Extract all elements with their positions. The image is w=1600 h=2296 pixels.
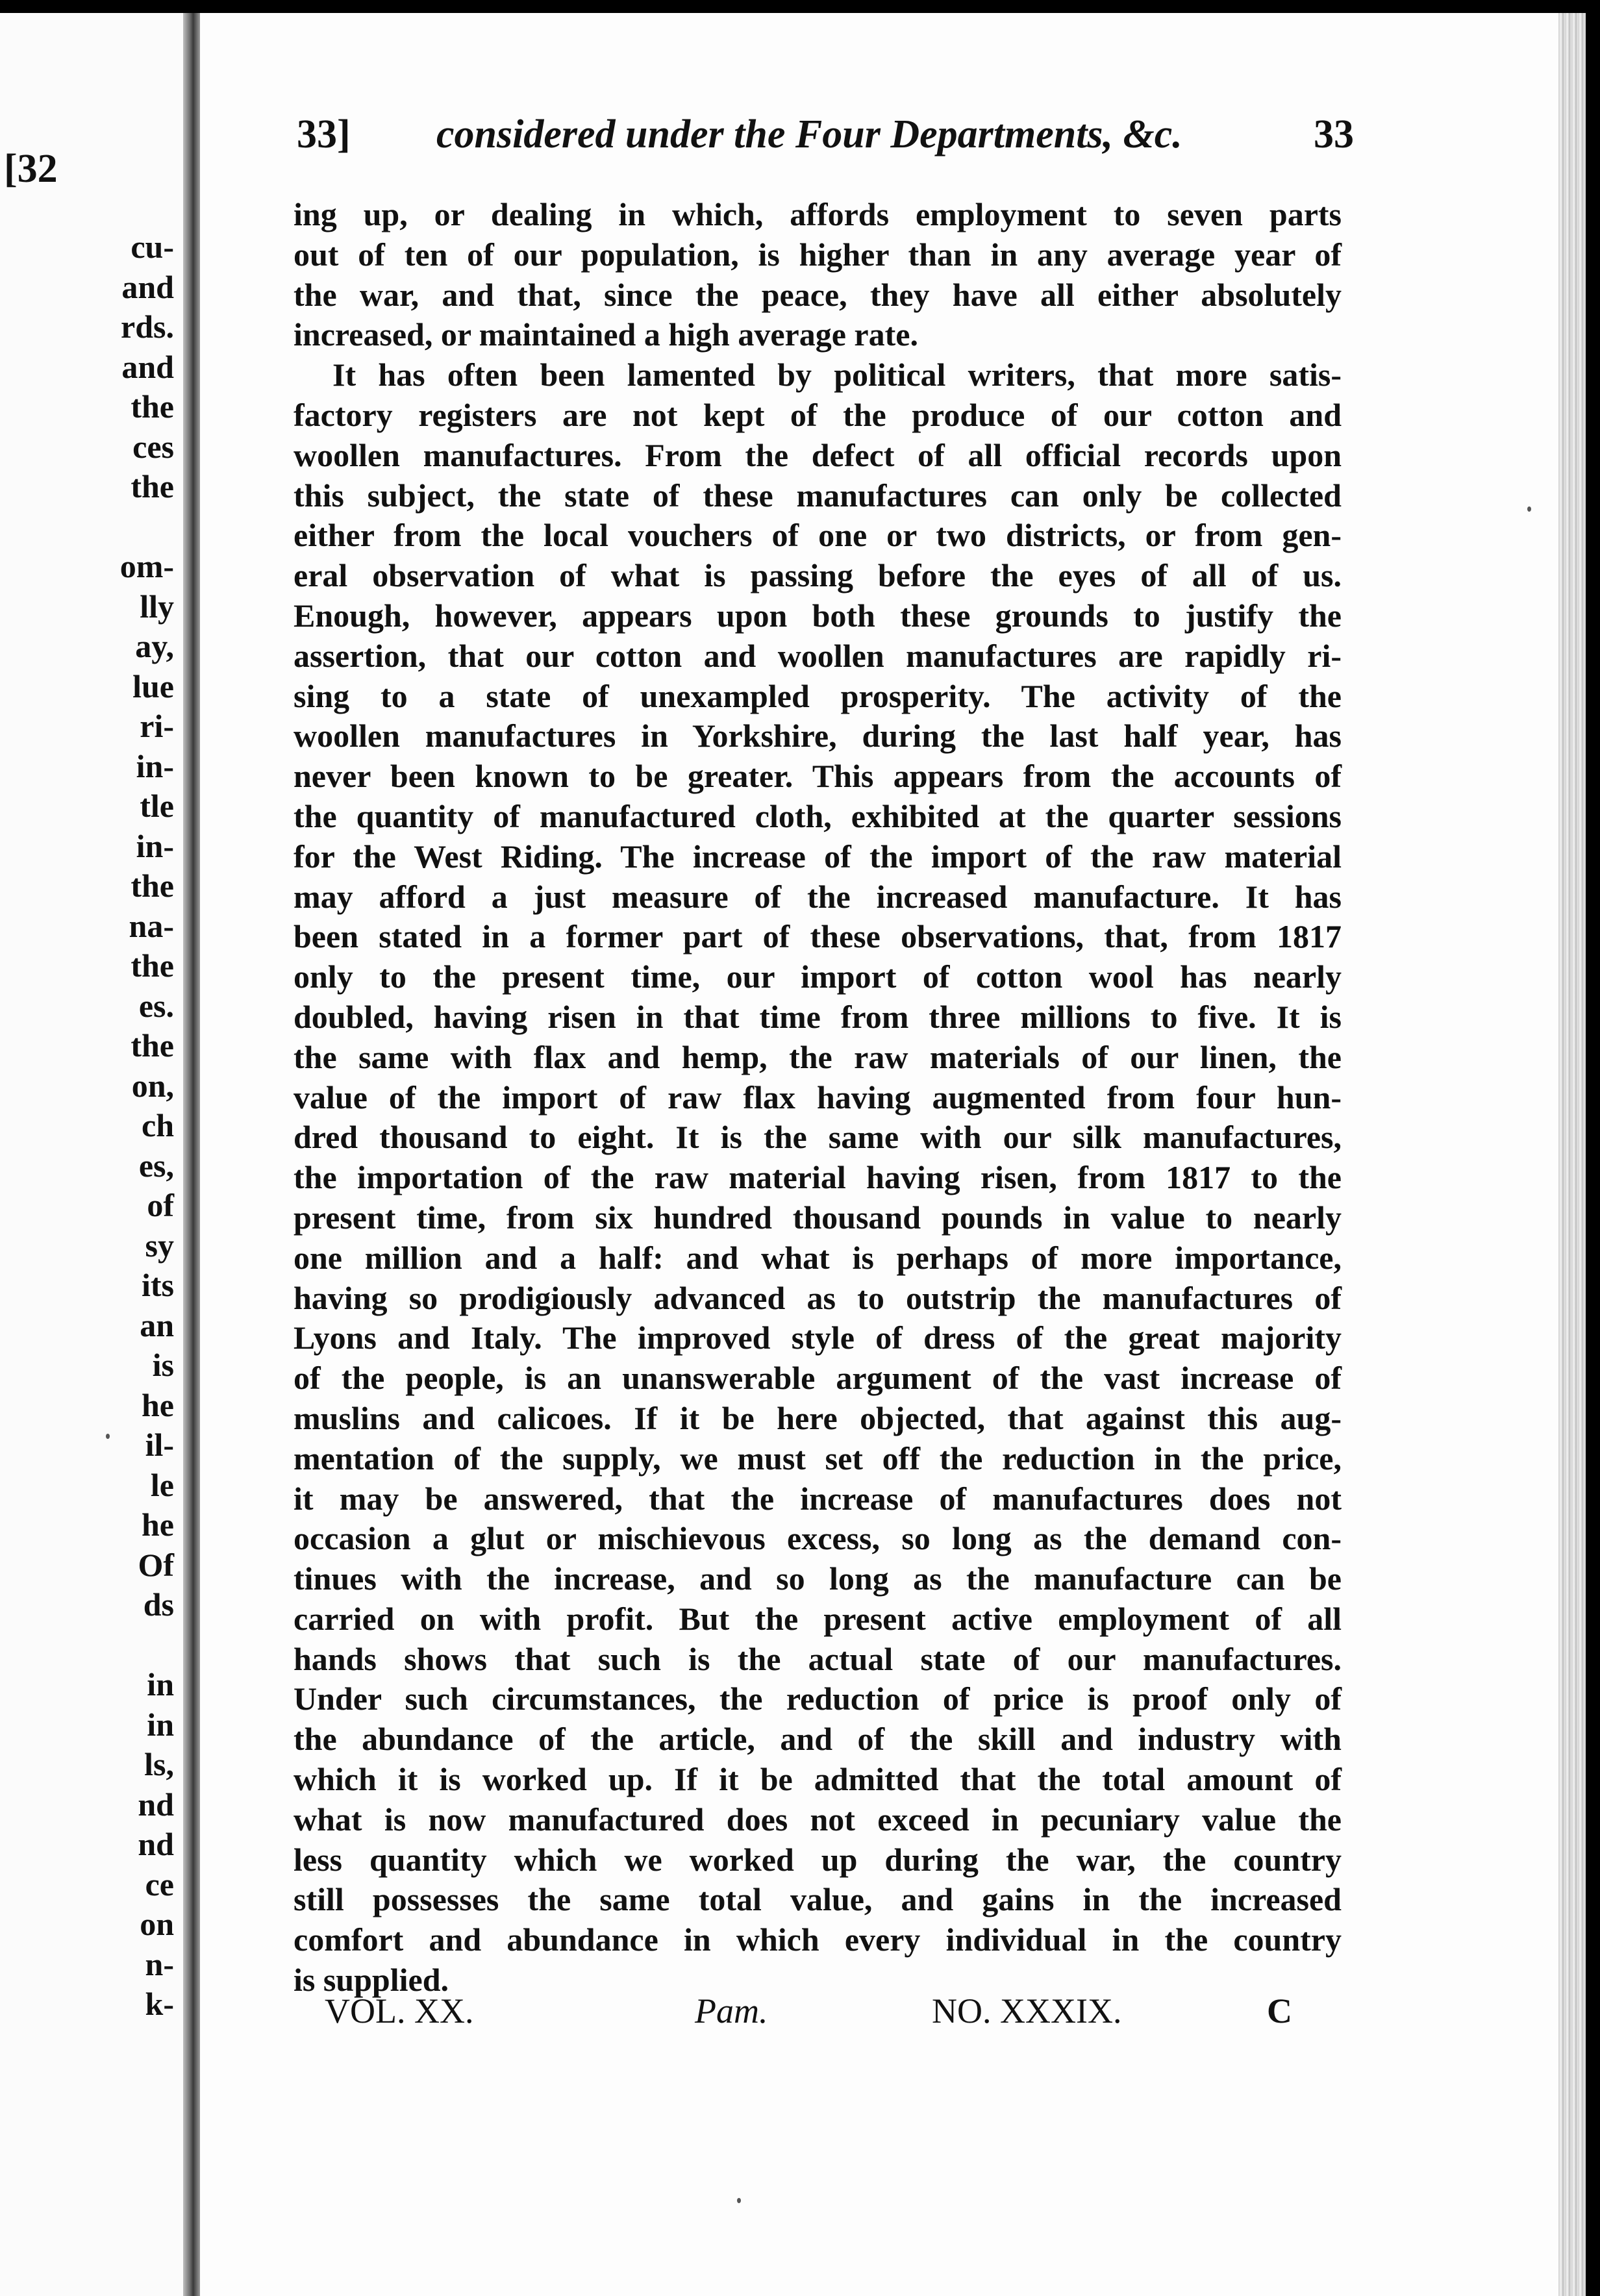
- text-line: this subject, the state of these manufactures can only be collected: [294, 477, 1342, 514]
- text-line: Under such circumstances, the reduction of price is proof only of: [294, 1680, 1342, 1717]
- text-line: doubled, having risen in that time from three millions to five. It is: [294, 998, 1342, 1035]
- text-line: muslins and calicoes. If it be here objected, that against this aug-: [294, 1399, 1342, 1436]
- text-line: woollen manufactures in Yorkshire, during the last half year, has: [294, 718, 1342, 755]
- fragment-line: le: [150, 1466, 174, 1503]
- fragment-line: in: [147, 1666, 174, 1703]
- fragment-line: k-: [145, 1986, 174, 2022]
- page-edges: [1558, 13, 1586, 2296]
- text-line: either from the local vouchers of one or two districts, or from gen-: [294, 517, 1342, 554]
- facing-page-text-fragments: [120, 227, 174, 2025]
- fragment-line: in-: [136, 827, 174, 864]
- fragment-line: ces: [132, 428, 174, 465]
- fragment-line: ce: [145, 1866, 174, 1903]
- fragment-line: of: [147, 1187, 174, 1223]
- text-line: increased, or maintained a high average rate.: [294, 316, 918, 353]
- text-line: tinues with the increase, and so long as the manufacture can be: [294, 1560, 1342, 1597]
- text-line: of the people, is an unanswerable argument of the vast increase of: [294, 1360, 1342, 1397]
- fragment-line: [120, 507, 174, 547]
- book-gutter: [183, 13, 200, 2296]
- text-line: comfort and abundance in which every individual in the country: [294, 1921, 1342, 1958]
- text-line: still possesses the same total value, and gains in the increased: [294, 1881, 1342, 1918]
- footer-volume: VOL. XX.: [325, 1991, 474, 2030]
- text-line: what is now manufactured does not exceed in pecuniary value the: [294, 1801, 1342, 1838]
- fragment-line: ch: [142, 1107, 174, 1143]
- fragment-line: the: [131, 1027, 174, 1064]
- footer-pam: Pam.: [695, 1991, 768, 2030]
- fragment-line: and: [121, 348, 174, 385]
- text-line: eral observation of what is passing before the eyes of all of us.: [294, 557, 1342, 594]
- text-line: occasion a glut or mischievous excess, so long as the demand con-: [294, 1520, 1342, 1557]
- fragment-line: Of: [138, 1546, 174, 1583]
- header-page-number: 33: [1314, 112, 1354, 156]
- text-line: only to the present time, our import of cotton wool has nearly: [294, 958, 1342, 995]
- fragment-line: and: [121, 268, 174, 305]
- fragment-line: tle: [140, 788, 174, 824]
- footer-signature: C: [1267, 1991, 1292, 2030]
- paper-speck: [1527, 506, 1531, 512]
- text-line: the quantity of manufactured cloth, exhibited at the quarter sessions: [294, 797, 1342, 834]
- fragment-line: es.: [138, 987, 174, 1024]
- fragment-line: rds.: [121, 308, 174, 345]
- text-line: the abundance of the article, and of the skill and industry with: [294, 1721, 1342, 1758]
- fragment-line: the: [131, 468, 174, 505]
- fragment-line: he: [142, 1506, 174, 1543]
- text-line: It has often been lamented by political writers, that more satis-: [332, 356, 1342, 393]
- fragment-line: es,: [138, 1147, 174, 1184]
- text-line: ing up, or dealing in which, affords employment to seven parts: [294, 196, 1342, 232]
- fragment-line: ri-: [140, 708, 174, 744]
- fragment-line: ds: [143, 1586, 174, 1623]
- fragment-line: lly: [140, 588, 174, 625]
- paper-speck: [106, 1434, 110, 1439]
- fragment-line: nd: [138, 1786, 174, 1823]
- text-line: mentation of the supply, we must set off the reduction in the price,: [294, 1440, 1342, 1477]
- page-footer: [325, 1991, 1292, 2036]
- text-line: for the West Riding. The increase of the import of the raw material: [294, 838, 1342, 875]
- text-line: value of the import of raw flax having augmented from four hun-: [294, 1079, 1342, 1116]
- facing-page-number: [32: [4, 147, 58, 191]
- fragment-line: the: [131, 388, 174, 425]
- text-line: sing to a state of unexampled prosperity. The activity of the: [294, 677, 1342, 714]
- fragment-line: in-: [136, 747, 174, 784]
- text-line: out of ten of our population, is higher than in any average year of: [294, 236, 1342, 273]
- fragment-line: the: [131, 867, 174, 904]
- text-line: Enough, however, appears upon both these grounds to justify the: [294, 597, 1342, 634]
- text-line: the importation of the raw material having risen, from 1817 to the: [294, 1159, 1342, 1196]
- text-line: less quantity which we worked up during the war, the country: [294, 1841, 1342, 1878]
- fragment-line: il-: [145, 1427, 174, 1463]
- text-line: hands shows that such is the actual state of our manufactures.: [294, 1640, 1342, 1677]
- scan-border-right: [1586, 0, 1600, 2296]
- fragment-line: he: [142, 1386, 174, 1423]
- text-line: having so prodigiously advanced as to outstrip the manufactures of: [294, 1279, 1342, 1316]
- facing-page: [0, 13, 183, 2296]
- fragment-line: an: [140, 1306, 174, 1343]
- text-line: been stated in a former part of these observations, that, from 1817: [294, 918, 1342, 955]
- fragment-line: nd: [138, 1826, 174, 1862]
- fragment-line: na-: [129, 907, 174, 944]
- text-line: assertion, that our cotton and woollen manufactures are rapidly ri-: [294, 637, 1342, 674]
- fragment-line: on: [140, 1906, 174, 1942]
- fragment-line: [120, 1625, 174, 1666]
- fragment-line: ls,: [144, 1746, 174, 1782]
- text-line: dred thousand to eight. It is the same with our silk manufactures,: [294, 1119, 1342, 1156]
- footer-number: NO. XXXIX.: [932, 1991, 1122, 2030]
- text-line: is supplied.: [294, 1962, 449, 1999]
- fragment-line: cu-: [131, 229, 174, 265]
- text-line: the war, and that, since the peace, they have all either absolutely: [294, 276, 1342, 313]
- fragment-line: in: [147, 1706, 174, 1743]
- text-line: carried on with profit. But the present active employment of all: [294, 1600, 1342, 1637]
- text-line: which it is worked up. If it be admitted that the total amount of: [294, 1761, 1342, 1798]
- text-line: never been known to be greater. This appears from the accounts of: [294, 758, 1342, 795]
- text-line: Lyons and Italy. The improved style of dress of the great majority: [294, 1319, 1342, 1356]
- text-line: the same with flax and hemp, the raw materials of our linen, the: [294, 1038, 1342, 1075]
- scan-border-top: [0, 0, 1600, 13]
- fragment-line: the: [131, 947, 174, 984]
- body-text: [294, 195, 1342, 2001]
- text-line: it may be answered, that the increase of manufactures does not: [294, 1480, 1342, 1517]
- fragment-line: om-: [119, 548, 174, 584]
- fragment-line: is: [152, 1347, 174, 1383]
- fragment-line: on,: [131, 1067, 174, 1104]
- text-line: woollen manufactures. From the defect of all official records upon: [294, 436, 1342, 473]
- fragment-line: its: [142, 1267, 174, 1303]
- text-line: factory registers are not kept of the produce of our cotton and: [294, 396, 1342, 433]
- header-page-marker: 33]: [297, 112, 351, 156]
- text-line: one million and a half: and what is perhaps of more importance,: [294, 1239, 1342, 1276]
- fragment-line: lue: [132, 668, 174, 705]
- header-title: considered under the Four Departments, &c.: [436, 112, 1182, 156]
- fragment-line: n-: [145, 1945, 174, 1982]
- text-line: may afford a just measure of the increased manufacture. It has: [294, 878, 1342, 915]
- running-header: [297, 112, 1354, 164]
- fragment-line: ay,: [135, 628, 174, 664]
- paper-speck: [737, 2198, 741, 2203]
- fragment-line: sy: [145, 1227, 174, 1264]
- text-line: present time, from six hundred thousand pounds in value to nearly: [294, 1199, 1342, 1236]
